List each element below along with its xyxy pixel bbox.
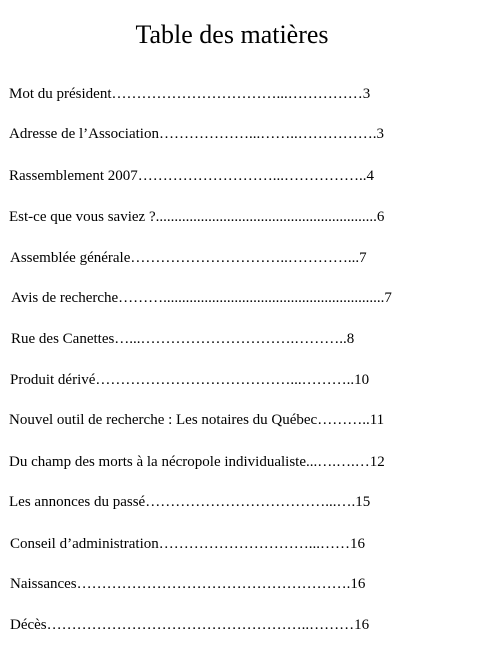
toc-entry-text: Mot du président……………………………...……………3 — [9, 86, 371, 102]
toc-entry-text: Décès……………………………………………..………16 — [10, 617, 370, 633]
toc-entry — [10, 615, 456, 635]
toc-entry-text: Produit dérivé…………………………………...………..10 — [10, 372, 370, 388]
toc-entry-text: Naissances……………………………………………….16 — [10, 576, 366, 592]
toc-entry — [9, 124, 455, 144]
toc-entry-text: Est-ce que vous saviez ?...........................................................6 — [9, 209, 385, 225]
toc-entry-text: Assemblée générale…………………………..…………...7 — [10, 250, 367, 266]
toc-entry-text: Avis de recherche………...........................................................7 — [11, 290, 392, 306]
toc-entry — [9, 84, 455, 104]
toc-entry — [9, 492, 456, 512]
toc-entry — [11, 288, 456, 308]
toc-entry — [11, 329, 454, 349]
toc-entry-text: Adresse de l’Association………………...……..…………….3 — [9, 126, 384, 142]
toc-entry-text: Du champ des morts à la nécropole individualiste...….….…12 — [9, 454, 385, 470]
toc-entry — [9, 166, 456, 186]
toc-entry — [9, 207, 456, 227]
toc-entry-text: Rassemblement 2007………………………...……………..4 — [9, 168, 374, 184]
toc-entry — [10, 574, 456, 594]
toc-entry — [9, 410, 456, 430]
toc-entry — [10, 534, 456, 554]
toc-entry-text: Rue des Canettes…...………………………….………..8 — [11, 331, 355, 347]
toc-entry-text: Conseil d’administration…………………………...……16 — [10, 536, 365, 552]
toc-entry — [9, 452, 456, 472]
toc-entry-text: Les annonces du passé………………………………...….15 — [9, 494, 371, 510]
toc-entry — [10, 248, 456, 268]
page-title: Table des matières — [135, 20, 329, 49]
toc-entry-text: Nouvel outil de recherche : Les notaires du Québec………..11 — [9, 412, 385, 428]
toc-entry — [10, 370, 456, 390]
